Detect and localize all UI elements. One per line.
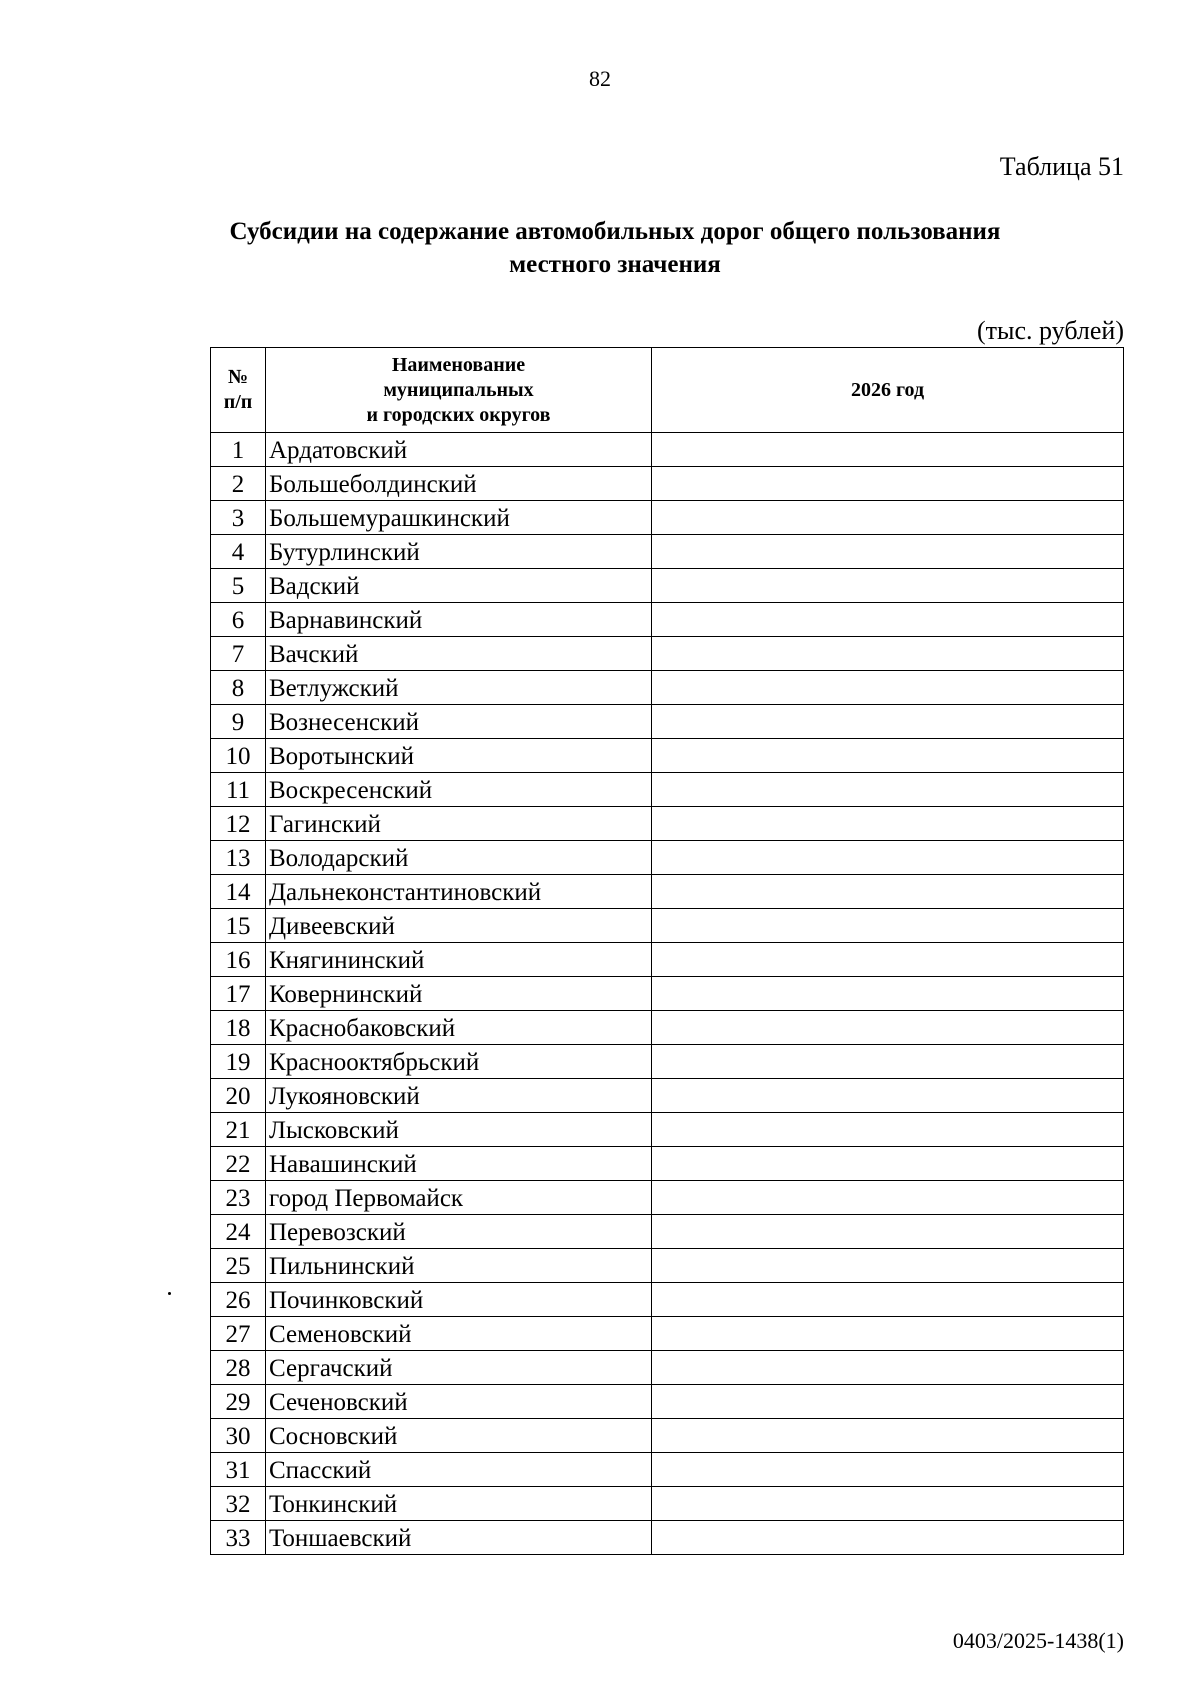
year-value-cell: [652, 1147, 1124, 1181]
municipality-name-cell: Бутурлинский: [266, 535, 652, 569]
row-number-cell: 8: [211, 671, 266, 705]
year-value-cell: [652, 603, 1124, 637]
year-value-cell: [652, 1215, 1124, 1249]
municipality-name-cell: Сосновский: [266, 1419, 652, 1453]
year-value-cell: [652, 671, 1124, 705]
row-number-cell: 16: [211, 943, 266, 977]
municipality-name-cell: Дивеевский: [266, 909, 652, 943]
row-number-cell: 27: [211, 1317, 266, 1351]
table-row: [211, 1385, 1124, 1419]
table-row: [211, 1249, 1124, 1283]
municipality-name-cell: Тоншаевский: [266, 1521, 652, 1555]
table-row: [211, 807, 1124, 841]
row-number-cell: 6: [211, 603, 266, 637]
document-title: [140, 215, 1090, 281]
year-value-cell: [652, 1011, 1124, 1045]
table-row: [211, 773, 1124, 807]
year-value-cell: [652, 875, 1124, 909]
year-value-cell: [652, 773, 1124, 807]
table-row: [211, 671, 1124, 705]
municipality-name-cell: Вачский: [266, 637, 652, 671]
municipality-name-cell: Семеновский: [266, 1317, 652, 1351]
municipality-name-cell: Лысковский: [266, 1113, 652, 1147]
year-value-cell: [652, 807, 1124, 841]
municipality-name-cell: Ковернинский: [266, 977, 652, 1011]
table-row: [211, 569, 1124, 603]
municipality-name-cell: Володарский: [266, 841, 652, 875]
year-value-cell: [652, 909, 1124, 943]
row-number-cell: 32: [211, 1487, 266, 1521]
year-value-cell: [652, 1521, 1124, 1555]
header-name-line-3: и городских округов: [366, 403, 551, 426]
row-number-cell: 7: [211, 637, 266, 671]
municipality-name-cell: Тонкинский: [266, 1487, 652, 1521]
row-number-cell: 29: [211, 1385, 266, 1419]
row-number-cell: 30: [211, 1419, 266, 1453]
row-number-cell: 28: [211, 1351, 266, 1385]
header-name-line-2: муниципальных: [383, 378, 534, 401]
year-value-cell: [652, 1453, 1124, 1487]
municipality-name-cell: Вадский: [266, 569, 652, 603]
year-value-cell: [652, 1283, 1124, 1317]
year-value-cell: [652, 569, 1124, 603]
year-value-cell: [652, 467, 1124, 501]
municipality-name-cell: Краснооктябрьский: [266, 1045, 652, 1079]
municipality-name-cell: Лукояновский: [266, 1079, 652, 1113]
table-row: [211, 1521, 1124, 1555]
subsidies-table: [210, 347, 1124, 1555]
municipality-name-cell: Гагинский: [266, 807, 652, 841]
table-row: [211, 433, 1124, 467]
table-row: [211, 1487, 1124, 1521]
table-row: [211, 1011, 1124, 1045]
header-number-symbol: №: [227, 366, 249, 388]
table-row: [211, 977, 1124, 1011]
row-number-cell: 3: [211, 501, 266, 535]
table-row: [211, 1317, 1124, 1351]
year-value-cell: [652, 739, 1124, 773]
row-number-cell: 2: [211, 467, 266, 501]
municipality-name-cell: Большемурашкинский: [266, 501, 652, 535]
table-row: [211, 1045, 1124, 1079]
page-number: 82: [589, 66, 611, 91]
header-municipality-name: [266, 348, 652, 433]
row-number-cell: 5: [211, 569, 266, 603]
table-row: [211, 739, 1124, 773]
year-value-cell: [652, 977, 1124, 1011]
table-row: [211, 603, 1124, 637]
year-value-cell: [652, 1317, 1124, 1351]
municipality-name-cell: Воротынский: [266, 739, 652, 773]
scan-speck: [168, 1292, 171, 1295]
header-number: [211, 348, 266, 433]
row-number-cell: 14: [211, 875, 266, 909]
table-row: [211, 1215, 1124, 1249]
year-value-cell: [652, 1385, 1124, 1419]
document-title-line-2: местного значения: [509, 251, 721, 278]
table-row: [211, 705, 1124, 739]
table-header-row: [211, 348, 1124, 433]
table-row: [211, 909, 1124, 943]
row-number-cell: 11: [211, 773, 266, 807]
table-row: [211, 1181, 1124, 1215]
year-value-cell: [652, 1113, 1124, 1147]
year-value-cell: [652, 1045, 1124, 1079]
municipality-name-cell: Сергачский: [266, 1351, 652, 1385]
header-name-line-1: Наименование: [391, 353, 526, 376]
municipality-name-cell: Пильнинский: [266, 1249, 652, 1283]
row-number-cell: 21: [211, 1113, 266, 1147]
year-value-cell: [652, 705, 1124, 739]
table-row: [211, 1419, 1124, 1453]
municipality-name-cell: Навашинский: [266, 1147, 652, 1181]
municipality-name-cell: Воскресенский: [266, 773, 652, 807]
row-number-cell: 33: [211, 1521, 266, 1555]
municipality-name-cell: Дальнеконстантиновский: [266, 875, 652, 909]
row-number-cell: 24: [211, 1215, 266, 1249]
row-number-cell: 25: [211, 1249, 266, 1283]
row-number-cell: 9: [211, 705, 266, 739]
municipality-name-cell: Спасский: [266, 1453, 652, 1487]
year-value-cell: [652, 841, 1124, 875]
year-value-cell: [652, 1249, 1124, 1283]
year-value-cell: [652, 1487, 1124, 1521]
row-number-cell: 17: [211, 977, 266, 1011]
table-row: [211, 637, 1124, 671]
table-row: [211, 841, 1124, 875]
row-number-cell: 4: [211, 535, 266, 569]
municipality-name-cell: Починковский: [266, 1283, 652, 1317]
table-row: [211, 1113, 1124, 1147]
row-number-cell: 19: [211, 1045, 266, 1079]
table-row: [211, 1147, 1124, 1181]
table-row: [211, 1351, 1124, 1385]
municipality-name-cell: Княгининский: [266, 943, 652, 977]
row-number-cell: 10: [211, 739, 266, 773]
table-row: [211, 875, 1124, 909]
row-number-cell: 26: [211, 1283, 266, 1317]
municipality-name-cell: Сеченовский: [266, 1385, 652, 1419]
row-number-cell: 23: [211, 1181, 266, 1215]
municipality-name-cell: Перевозский: [266, 1215, 652, 1249]
table-row: [211, 467, 1124, 501]
table-label: Таблица 51: [999, 152, 1124, 181]
row-number-cell: 12: [211, 807, 266, 841]
year-value-cell: [652, 501, 1124, 535]
municipality-name-cell: Краснобаковский: [266, 1011, 652, 1045]
year-value-cell: [652, 433, 1124, 467]
table-row: [211, 1453, 1124, 1487]
table-row: [211, 1283, 1124, 1317]
table-row: [211, 943, 1124, 977]
units-label: (тыс. рублей): [976, 316, 1124, 345]
document-code: 0403/2025-1438(1): [952, 1628, 1124, 1653]
year-value-cell: [652, 1181, 1124, 1215]
municipality-name-cell: Ардатовский: [266, 433, 652, 467]
row-number-cell: 18: [211, 1011, 266, 1045]
year-value-cell: [652, 637, 1124, 671]
year-value-cell: [652, 1419, 1124, 1453]
row-number-cell: 20: [211, 1079, 266, 1113]
municipality-name-cell: Большеболдинский: [266, 467, 652, 501]
table-row: [211, 1079, 1124, 1113]
table-row: [211, 501, 1124, 535]
header-year: 2026 год: [652, 348, 1124, 433]
year-value-cell: [652, 535, 1124, 569]
year-value-cell: [652, 1079, 1124, 1113]
year-value-cell: [652, 943, 1124, 977]
header-number-abbrev: п/п: [223, 391, 253, 413]
year-value-cell: [652, 1351, 1124, 1385]
municipality-name-cell: Вознесенский: [266, 705, 652, 739]
document-title-line-1: Субсидии на содержание автомобильных дорог общего пользования: [229, 218, 1001, 245]
row-number-cell: 22: [211, 1147, 266, 1181]
row-number-cell: 15: [211, 909, 266, 943]
table-row: [211, 535, 1124, 569]
table-body: [211, 433, 1124, 1555]
municipality-name-cell: Варнавинский: [266, 603, 652, 637]
row-number-cell: 31: [211, 1453, 266, 1487]
row-number-cell: 1: [211, 433, 266, 467]
municipality-name-cell: город Первомайск: [266, 1181, 652, 1215]
municipality-name-cell: Ветлужский: [266, 671, 652, 705]
row-number-cell: 13: [211, 841, 266, 875]
